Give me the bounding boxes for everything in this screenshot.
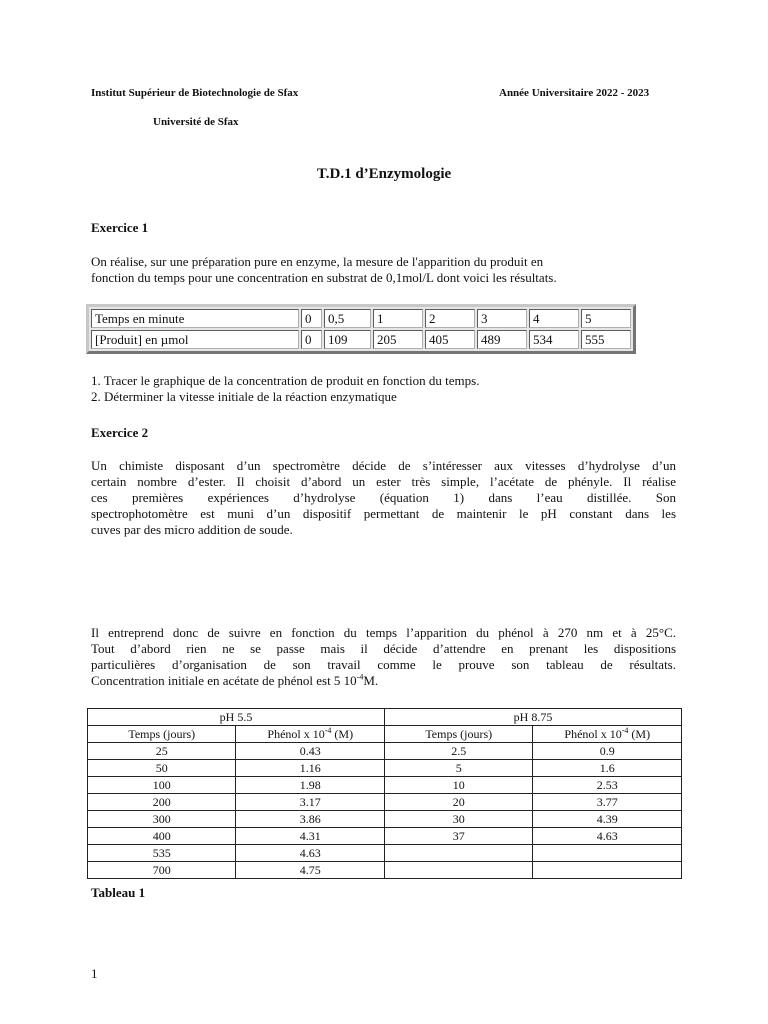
exercise1-intro-line: On réalise, sur une préparation pure en enzyme, la mesure de l'apparition du produit en <box>91 254 544 269</box>
table-row <box>88 862 682 879</box>
paragraph-line: Un chimiste disposant d’un spectromètre décide de s’intéresser aux vitesses d’hydrolyse d’un <box>91 458 676 473</box>
table-cell: 2 <box>425 309 475 328</box>
table-cell: 5 <box>581 309 631 328</box>
exponent: -4 <box>324 726 332 735</box>
exercise1-intro <box>91 254 681 286</box>
column-header-time: Temps (jours) <box>384 726 532 743</box>
table-cell: 25 <box>88 743 236 760</box>
table-cell: 4.31 <box>236 828 385 845</box>
table-cell: 1.6 <box>533 760 682 777</box>
page-title: T.D.1 d’Enzymologie <box>316 166 452 182</box>
paragraph-line: Il entreprend donc de suivre en fonction du temps l’apparition du phénol à 270 nm et à 25°C. <box>91 625 676 640</box>
table-cell: 10 <box>384 777 532 794</box>
table-caption: Tableau 1 <box>91 885 146 900</box>
paragraph-line: cuves par des micro addition de soude. <box>91 522 293 537</box>
group-header-ph55: pH 5.5 <box>88 709 385 726</box>
table-cell <box>384 862 532 879</box>
phenol-label: Phénol x 10 <box>267 727 325 741</box>
exercise1-heading: Exercice 1 <box>91 220 149 235</box>
table-cell: 50 <box>88 760 236 777</box>
table-row <box>88 794 682 811</box>
table-cell: 0.43 <box>236 743 385 760</box>
table-row <box>91 330 631 349</box>
table-cell: 30 <box>384 811 532 828</box>
table-body <box>88 743 682 879</box>
concentration-text: Concentration initiale en acétate de phénol est 5 10 <box>91 673 357 688</box>
table-cell: 1.16 <box>236 760 385 777</box>
table-cell: 205 <box>373 330 423 349</box>
table-cell: 300 <box>88 811 236 828</box>
table-cell: 37 <box>384 828 532 845</box>
table-cell: 100 <box>88 777 236 794</box>
table-cell <box>533 845 682 862</box>
table-cell: 20 <box>384 794 532 811</box>
table-cell: 1.98 <box>236 777 385 794</box>
table-cell: 555 <box>581 330 631 349</box>
product-time-table <box>86 304 636 354</box>
table-cell: 3 <box>477 309 527 328</box>
table-cell: 4.39 <box>533 811 682 828</box>
question-1: 1. Tracer le graphique de la concentration de produit en fonction du temps. <box>91 373 480 388</box>
phenol-unit: (M) <box>331 727 354 741</box>
phenol-unit: (M) <box>628 727 651 741</box>
paragraph-line: certain nombre d’ester. Il choisit d’abord un ester très simple, l’acétate de phényle. Il réalise <box>91 474 676 489</box>
row-label-product: [Produit] en µmol <box>91 330 299 349</box>
table-cell: 3.86 <box>236 811 385 828</box>
institute-name: Institut Supérieur de Biotechnologie de Sfax <box>91 87 299 99</box>
paragraph-line: particulières d’organisation de son travail comme le prouve son tableau de résultats. <box>91 657 676 672</box>
table-cell: 0 <box>301 309 322 328</box>
exercise1-questions <box>91 373 681 405</box>
table-row <box>91 309 631 328</box>
page-number: 1 <box>91 966 98 981</box>
row-label-time: Temps en minute <box>91 309 299 328</box>
table-cell: 0.9 <box>533 743 682 760</box>
question-2: 2. Déterminer la vitesse initiale de la réaction enzymatique <box>91 389 397 404</box>
group-header-ph875: pH 8.75 <box>384 709 681 726</box>
table-cell <box>533 862 682 879</box>
table-cell: 2.5 <box>384 743 532 760</box>
university-name: Université de Sfax <box>153 116 239 128</box>
paragraph-line: spectrophotomètre est muni d’un dispositif permettant de maintenir le pH constant dans les <box>91 506 676 521</box>
table-row <box>88 760 682 777</box>
exercise2-heading: Exercice 2 <box>91 425 149 440</box>
paragraph-line-concentration <box>91 673 676 689</box>
table-cell: 700 <box>88 862 236 879</box>
paragraph-line: ces premières expériences d’hydrolyse (équation 1) dans l’eau distillée. Son <box>91 490 676 505</box>
table-cell: 200 <box>88 794 236 811</box>
table-cell: 3.77 <box>533 794 682 811</box>
concentration-unit: M. <box>363 673 379 688</box>
table-row <box>88 811 682 828</box>
table-cell: 4 <box>529 309 579 328</box>
table-cell: 3.17 <box>236 794 385 811</box>
table-cell: 535 <box>88 845 236 862</box>
table-row <box>88 743 682 760</box>
column-header-phenol <box>236 726 385 743</box>
table-row <box>88 777 682 794</box>
table-cell: 4.63 <box>533 828 682 845</box>
academic-year: Année Universitaire 2022 - 2023 <box>499 87 650 99</box>
table-cell: 0 <box>301 330 322 349</box>
table-header-row <box>88 726 682 743</box>
table-cell: 2.53 <box>533 777 682 794</box>
hydrolysis-results-table <box>87 708 682 879</box>
exercise2-paragraph-1 <box>91 458 676 538</box>
exercise2-paragraph-2 <box>91 625 676 689</box>
phenol-label: Phénol x 10 <box>564 727 622 741</box>
table-header-row <box>88 709 682 726</box>
exponent: -4 <box>621 726 629 735</box>
table-cell <box>384 845 532 862</box>
table-cell: 109 <box>324 330 371 349</box>
exponent: -4 <box>356 672 364 682</box>
table-cell: 534 <box>529 330 579 349</box>
table-cell: 1 <box>373 309 423 328</box>
table-cell: 0,5 <box>324 309 371 328</box>
table-cell: 4.75 <box>236 862 385 879</box>
paragraph-line: Tout d’abord rien ne se passe mais il décide d’attendre en prenant les dispositions <box>91 641 676 656</box>
table-cell: 489 <box>477 330 527 349</box>
table-row <box>88 845 682 862</box>
column-header-phenol <box>533 726 682 743</box>
table-cell: 5 <box>384 760 532 777</box>
exercise1-intro-line: fonction du temps pour une concentration en substrat de 0,1mol/L dont voici les résultats. <box>91 270 557 285</box>
table-cell: 400 <box>88 828 236 845</box>
table-cell: 405 <box>425 330 475 349</box>
table-cell: 4.63 <box>236 845 385 862</box>
column-header-time: Temps (jours) <box>88 726 236 743</box>
table-row <box>88 828 682 845</box>
